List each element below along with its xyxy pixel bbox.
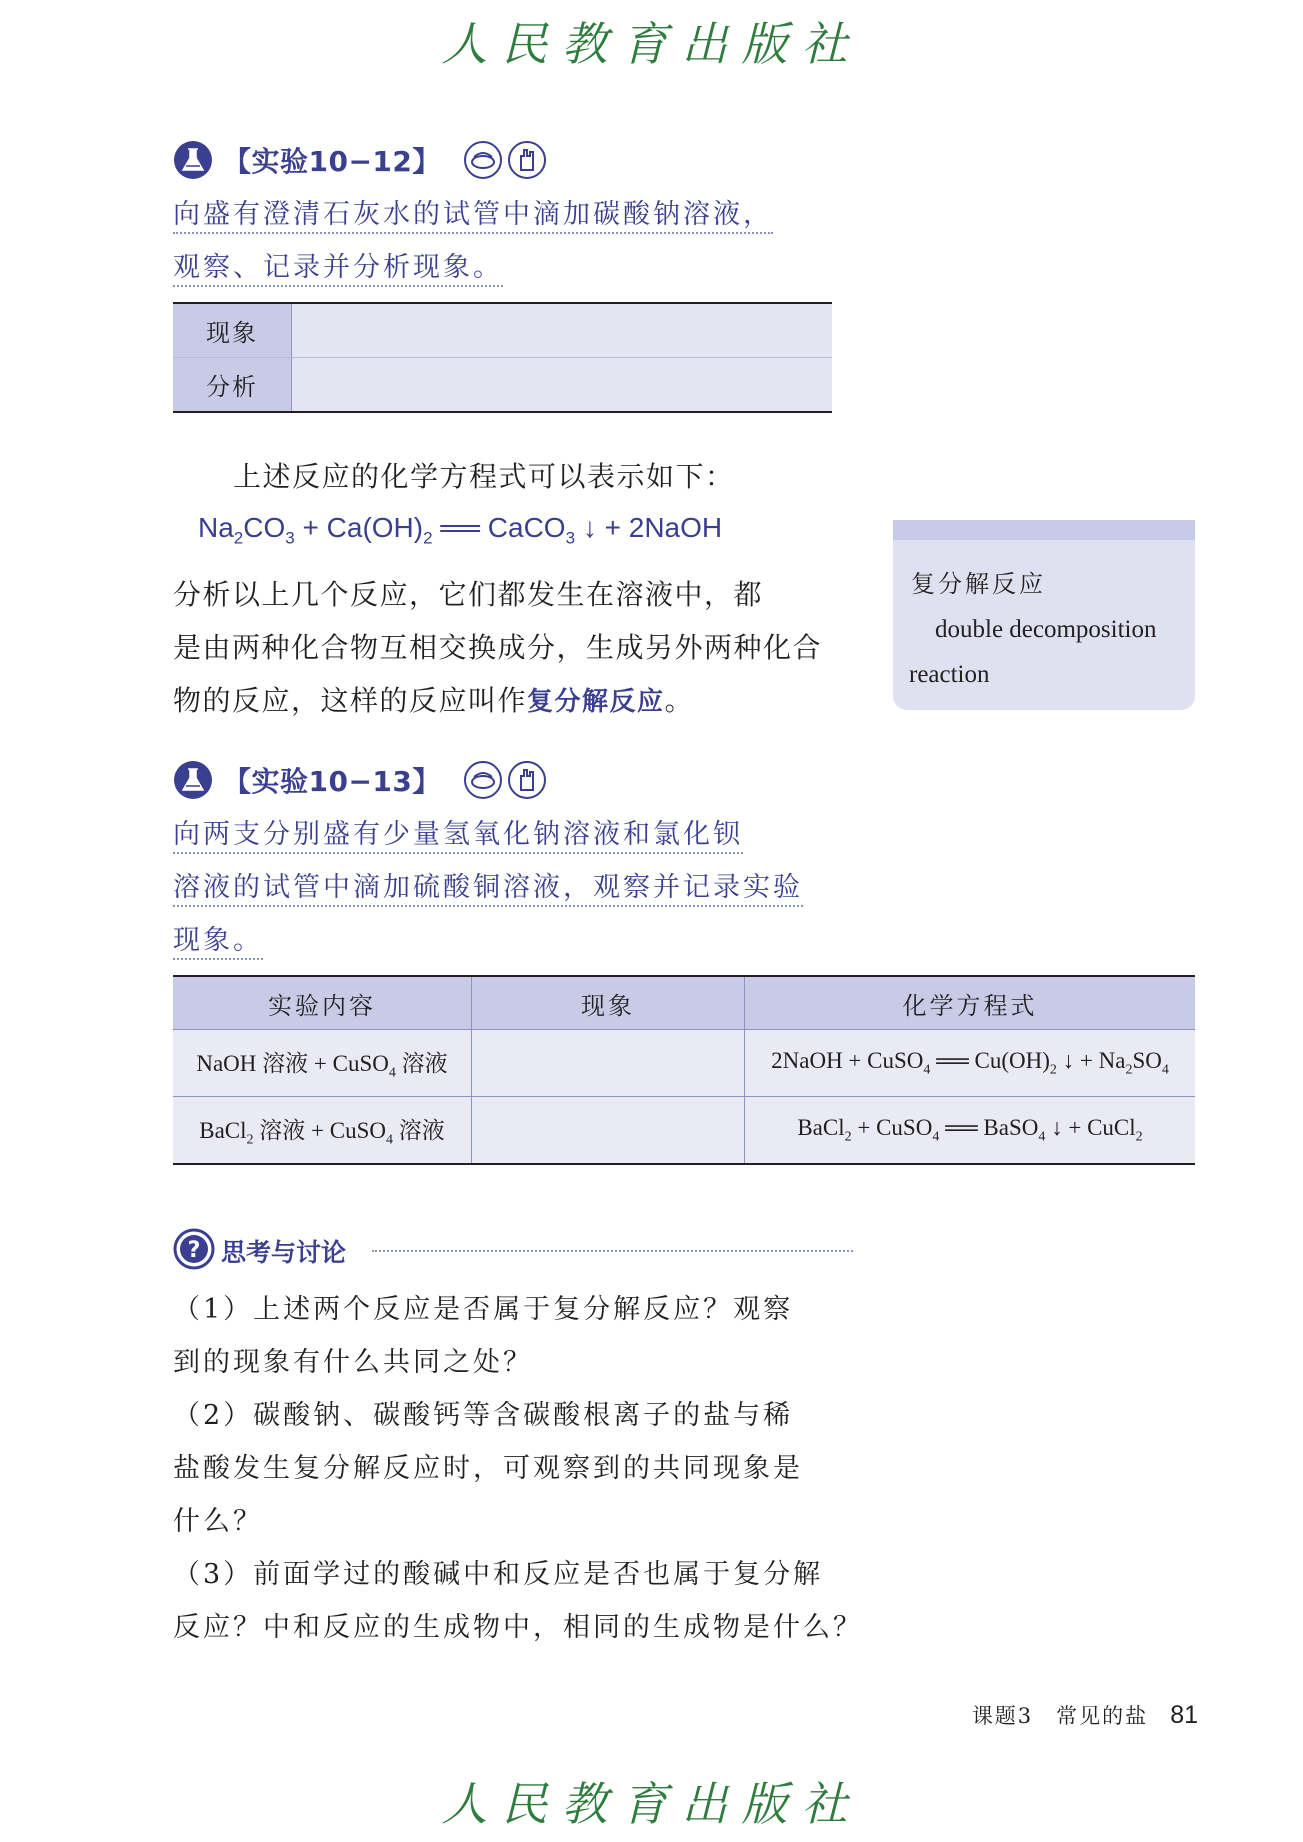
analysis-paragraph [173,568,853,729]
flask-icon [173,140,213,180]
term-chinese: 复分解反应 [911,570,1046,598]
experiment-10-12-heading [173,140,547,180]
question-1-line: （1）上述两个反应是否属于复分解反应？观察 [173,1294,794,1325]
section-title: 课题3 常见的盐 [971,1704,1149,1728]
experiment-text-line: 溶液的试管中滴加硫酸铜溶液，观察并记录实验 [173,872,803,907]
content-cell: NaOH 溶液 + CuSO$_4$ 溶液 [173,1030,472,1097]
page-footer [972,1700,1198,1730]
experiment-10-13-description [173,808,853,967]
glove-icon [507,140,547,180]
table-header-row [173,976,1195,1030]
question-2-line: 盐酸发生复分解反应时，可观察到的共同现象是 [173,1453,803,1484]
content-cell: BaCl$_2$ 溶液 + CuSO$_4$ 溶液 [173,1097,472,1165]
sidebox-header-bar [893,520,1195,540]
observation-table [173,302,832,413]
experiment-10-12-description [173,188,843,294]
header-equation: 化学方程式 [745,976,1196,1030]
row-label-phenomenon: 现象 [173,303,292,358]
experiment-text-line: 向盛有澄清石灰水的试管中滴加碳酸钠溶液， [173,199,773,234]
question-3-line: 反应？中和反应的生成物中，相同的生成物是什么？ [173,1612,863,1643]
table-row [173,1030,1195,1097]
discussion-title: 思考与讨论 [221,1238,347,1267]
chemical-equation: $Na_2CO_3 + Ca(OH)_2$ ══ CaCO$_3$ ↓ + 2NaOH [198,512,723,548]
row-label-analysis: 分析 [173,358,292,413]
paragraph-line: 物的反应，这样的反应叫作复分解反应。 [173,684,695,717]
table-row [173,358,832,413]
dotted-divider [372,1250,853,1252]
svg-text:?: ? [187,1238,201,1263]
page-number: 81 [1170,1701,1198,1729]
table-row [173,303,832,358]
phenomenon-cell [472,1097,745,1165]
analysis-cell [292,358,833,413]
question-3-line: （3）前面学过的酸碱中和反应是否也属于复分解 [173,1559,824,1590]
glossary-sidebox [893,520,1195,710]
goggles-icon [463,140,503,180]
phenomenon-cell [472,1030,745,1097]
goggles-icon [463,760,503,800]
question-1-line: 到的现象有什么共同之处？ [173,1347,533,1378]
experiment-title: 【实验10−12】 [223,145,441,178]
experiment-results-table [173,975,1195,1165]
experiment-text-line: 向两支分别盛有少量氢氧化钠溶液和氯化钡 [173,819,743,854]
discussion-questions [173,1283,863,1654]
equation-cell: 2NaOH + CuSO$_4$ ══ $Cu(OH)_2$ ↓ + $Na_2SO_4$ [745,1030,1196,1097]
glove-icon [507,760,547,800]
phenomenon-cell [292,303,833,358]
question-2-line: （2）碳酸钠、碳酸钙等含碳酸根离子的盐与稀 [173,1400,794,1431]
publisher-watermark-top: 人民教育出版社 [441,17,862,71]
experiment-10-13-heading [173,760,547,800]
table-row [173,1097,1195,1165]
question-2-line: 什么？ [173,1506,263,1537]
discussion-heading [173,1228,853,1274]
intro-paragraph: 上述反应的化学方程式可以表示如下： [233,460,735,493]
experiment-title: 【实验10−13】 [223,765,441,798]
paragraph-line: 是由两种化合物互相交换成分，生成另外两种化合 [173,631,823,664]
equation-cell: BaCl$_2$ + CuSO$_4$ ══ BaSO$_4$ ↓ + CuCl$_2$ [745,1097,1196,1165]
keyword-double-decomposition: 复分解反应 [527,687,665,717]
term-english: double decomposition reaction [909,616,1157,688]
question-icon [173,1228,215,1274]
paragraph-line: 分析以上几个反应，它们都发生在溶液中，都 [173,578,764,611]
header-phenomenon: 现象 [472,976,745,1030]
header-content: 实验内容 [173,976,472,1030]
experiment-text-line: 观察、记录并分析现象。 [173,252,503,287]
publisher-watermark-bottom: 人民教育出版社 [441,1777,862,1831]
experiment-text-line: 现象。 [173,925,263,960]
flask-icon [173,760,213,800]
